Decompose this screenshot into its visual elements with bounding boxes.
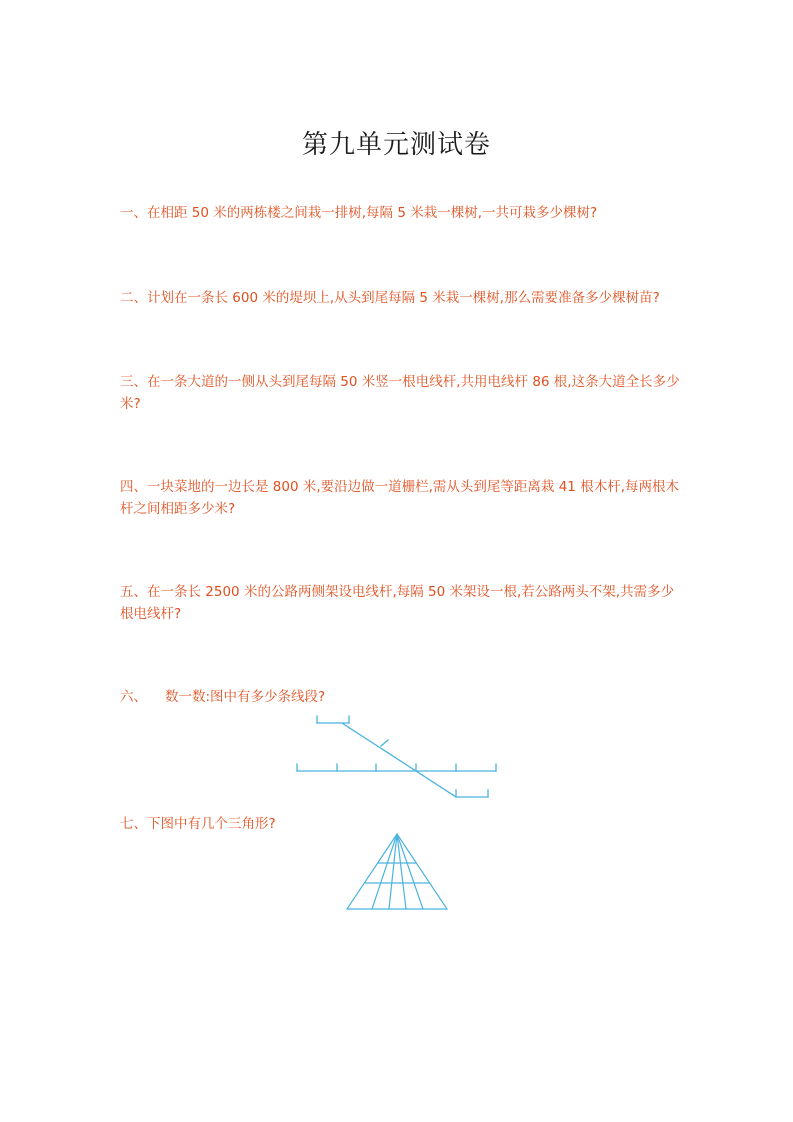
question-7: 七、下图中有几个三角形? — [120, 816, 276, 832]
outer-triangle — [347, 834, 447, 909]
diagonal-tick — [381, 740, 388, 746]
question-1: 一、在相距 50 米的两栋楼之间栽一排树,每隔 5 米栽一棵树,一共可栽多少棵树? — [120, 205, 598, 221]
question-5: 五、在一条长 2500 米的公路两侧架设电线杆,每隔 50 米架设一根,若公路两头不架,共需多少根电线杆? — [120, 584, 675, 622]
question-2: 二、计划在一条长 600 米的堤坝上,从头到尾每隔 5 米栽一棵树,那么需要准备多少棵树苗? — [120, 290, 660, 306]
question-4: 四、一块菜地的一边长是 800 米,要沿边做一道栅栏,需从头到尾等距离栽 41 根木杆,每两根木杆之间相距多少米? — [120, 479, 679, 517]
diagonal-line — [342, 723, 456, 797]
triangle-figure — [347, 834, 447, 909]
question-3: 三、在一条大道的一侧从头到尾每隔 50 米竖一根电线杆,共用电线杆 86 根,这条大道全长多少米? — [120, 374, 680, 412]
question-6-text: 数一数:图中有多少条线段? — [165, 689, 326, 705]
question-6-number: 六、 — [120, 689, 147, 705]
page-title: 第九单元测试卷 — [301, 130, 491, 160]
